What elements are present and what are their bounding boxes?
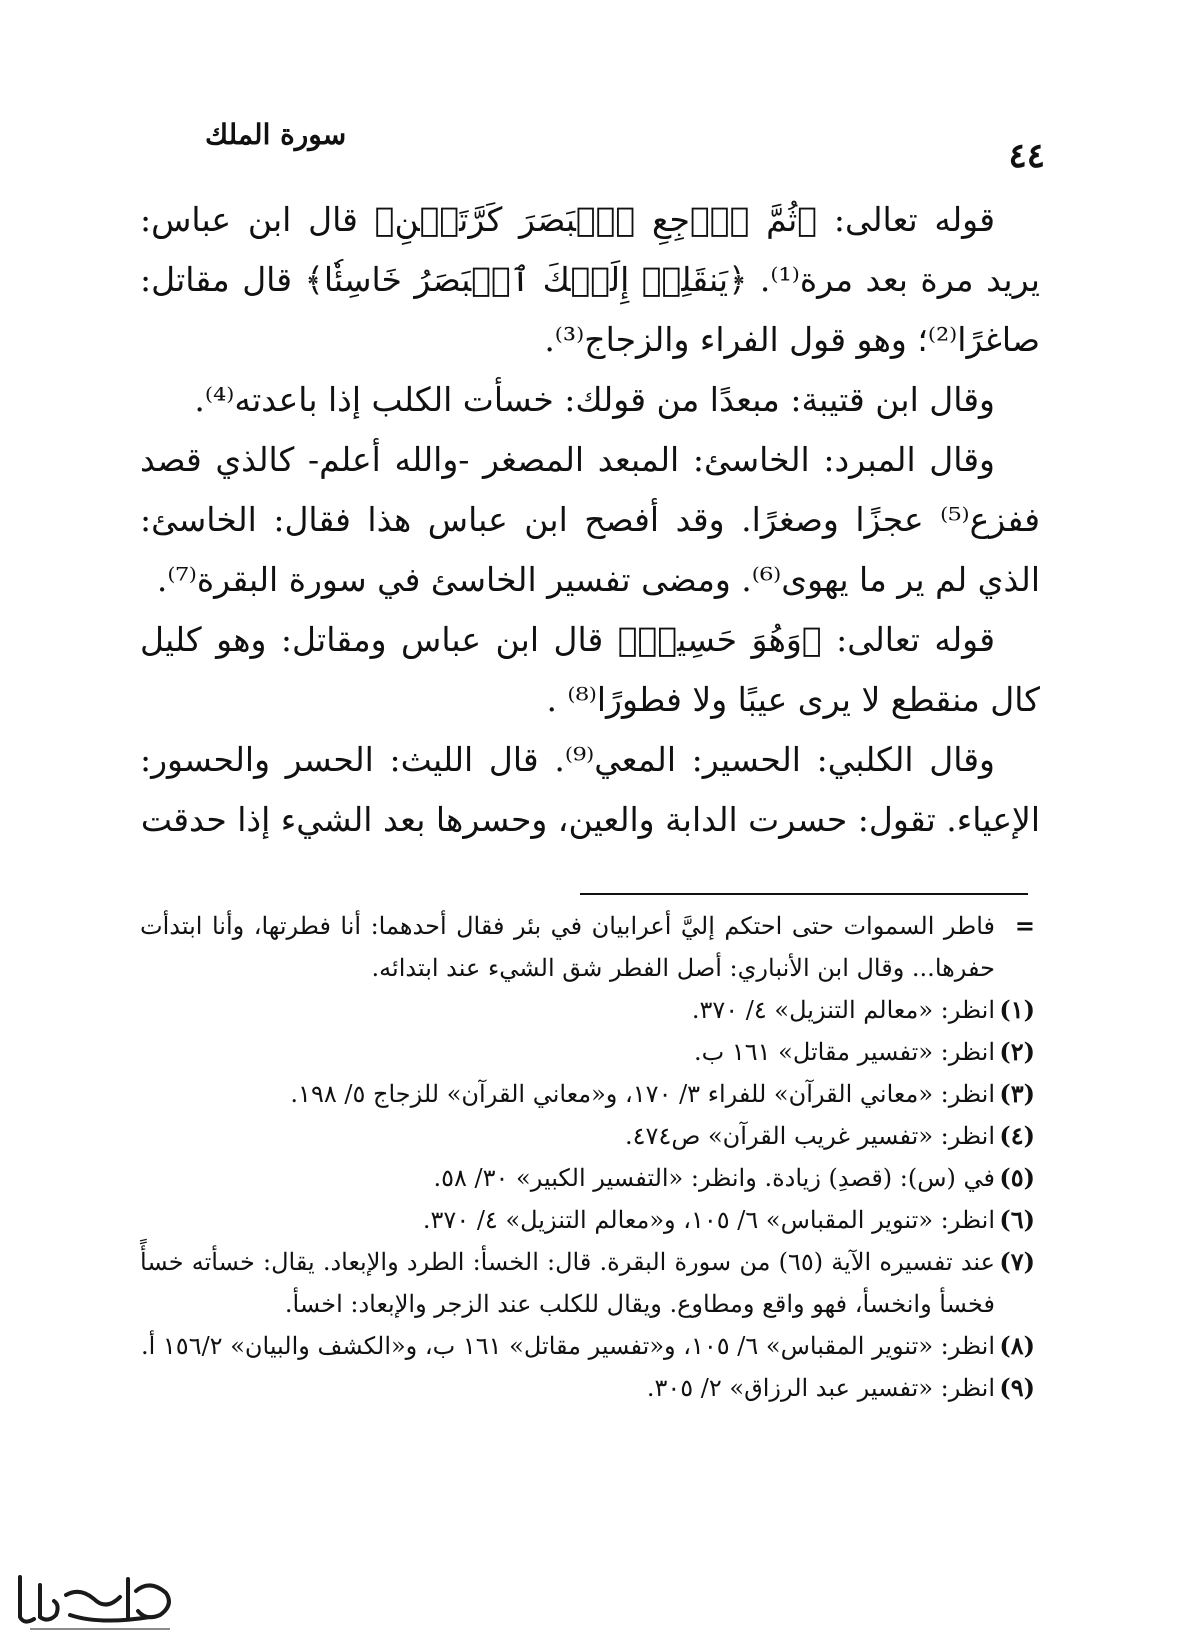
page-header <box>205 118 1045 176</box>
paragraph: وقال الكلبي: الحسير: المعي⁽⁹⁾. قال الليث: الحسر والحسور: الإعياء. تقول: حسرت الدابة والعين، وحسرها بعد الشيء إذا حدقت <box>140 740 1040 839</box>
paragraph: وقال المبرد: الخاسئ: المبعد المصغر -والله أعلم- كالذي قصد ففزع⁽⁵⁾ عجزًا وصغرًا. وقد أفصح ابن عباس هذا فقال: الخاسئ: الذي لم ير ما يهوى⁽⁶⁾. ومضى تفسير الخاسئ في سورة البقرة⁽⁷⁾. <box>140 440 1040 599</box>
footnote <box>140 905 1035 989</box>
footnote <box>140 1325 1035 1367</box>
footnote-mark: (٢) <box>999 1037 1035 1066</box>
footnote-mark: (٦) <box>999 1205 1035 1234</box>
footnote <box>140 1157 1035 1199</box>
footnote-text: في (س): (قصدِ) زيادة. وانظر: «التفسير الكبير» ٣٠/ ٥٨. <box>433 1164 995 1192</box>
footnote-mark: (٣) <box>999 1079 1035 1108</box>
footnote-mark: (٧) <box>999 1247 1035 1276</box>
footnote-text: انظر: «تنوير المقباس» ٦/ ١٠٥، و«تفسير مقاتل» ١٦١ ب، و«الكشف والبيان» ١٥٦/٢ أ. <box>140 1332 995 1360</box>
paragraph: قوله تعالى: ﴿ثُمَّ ٱرۡجِعِ ٱلۡبَصَرَ كَرَّتَيۡنِ﴾ قال ابن عباس: يريد مرة بعد مرة⁽¹⁾. ﴿يَنقَلِبۡ إِلَيۡكَ ٱلۡبَصَرُ خَاسِئٗا﴾ قال مقاتل: صاغرًا⁽²⁾؛ وهو قول الفراء والزجاج⁽³⁾. <box>140 200 1040 359</box>
footnote-text: انظر: «تفسير عبد الرزاق» ٢/ ٣٠٥. <box>646 1374 995 1402</box>
footnote-text: انظر: «تفسير مقاتل» ١٦١ ب. <box>693 1038 995 1066</box>
footnote-text: انظر: «تنوير المقباس» ٦/ ١٠٥، و«معالم التنزيل» ٤/ ٣٧٠. <box>422 1206 995 1234</box>
footnotes <box>140 905 1035 1409</box>
footnote-mark: (٤) <box>999 1121 1035 1150</box>
surah-title: سورة الملك <box>205 118 347 151</box>
footnote-mark: (٥) <box>999 1163 1035 1192</box>
paragraph: وقال ابن قتيبة: مبعدًا من قولك: خسأت الكلب إذا باعدته⁽⁴⁾. <box>194 380 995 419</box>
footnote <box>140 1115 1035 1157</box>
logo-calligraphy <box>20 1577 169 1622</box>
footnote <box>140 989 1035 1031</box>
footnote-mark: (٩) <box>999 1373 1035 1402</box>
footnote <box>140 1073 1035 1115</box>
watermark-logo <box>10 1565 185 1640</box>
footnote <box>140 1241 1035 1325</box>
footnote-text: انظر: «تفسير غريب القرآن» ص٤٧٤. <box>625 1122 995 1150</box>
footnote-text: عند تفسيره الآية (٦٥) من سورة البقرة. قال: الخسأ: الطرد والإبعاد. يقال: خسأته خسأً فخسأ وانخسأ، فهو واقع ومطاوع. ويقال للكلب عند الزجر والإبعاد: اخسأ. <box>140 1248 995 1318</box>
footnote <box>140 1367 1035 1409</box>
paragraph: قوله تعالى: ﴿وَهُوَ حَسِيرٞ﴾ قال ابن عباس ومقاتل: وهو كليل كال منقطع لا يرى عيبًا ولا فطورًا⁽⁸⁾ . <box>140 620 1040 719</box>
footnote-mark: (٨) <box>999 1331 1035 1360</box>
footnote-text: انظر: «معالم التنزيل» ٤/ ٣٧٠. <box>691 996 995 1024</box>
main-text <box>140 190 1040 850</box>
footnote-separator <box>580 893 1028 895</box>
footnote <box>140 1031 1035 1073</box>
footnote-mark: (١) <box>999 995 1035 1024</box>
footnote-text: انظر: «معاني القرآن» للفراء ٣/ ١٧٠، و«معاني القرآن» للزجاج ٥/ ١٩٨. <box>290 1080 995 1108</box>
page-number: ٤٤ <box>1008 136 1045 176</box>
footnote-mark: = <box>1014 911 1035 940</box>
footnote-text: فاطر السموات حتى احتكم إليَّ أعرابيان في بئر فقال أحدهما: أنا فطرتها، وأنا ابتدأت حفرها... وقال ابن الأنباري: أصل الفطر شق الشيء عند ابتدائه. <box>140 912 995 982</box>
footnote <box>140 1199 1035 1241</box>
